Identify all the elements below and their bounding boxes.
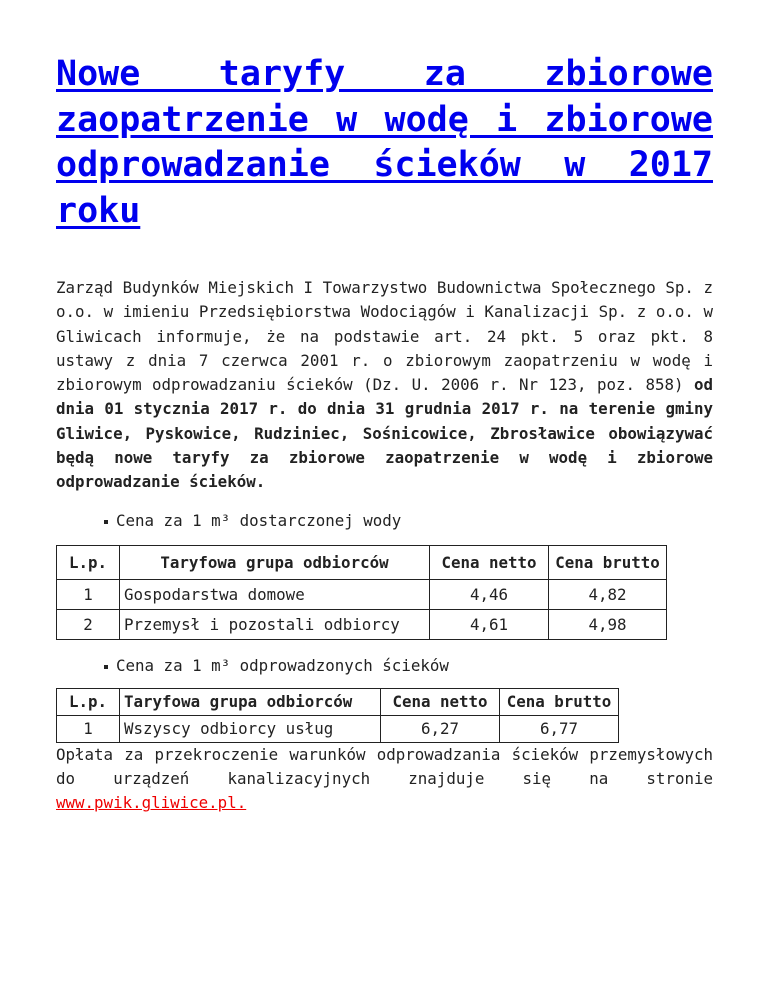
water-bullet: Cena za 1 m³ dostarczonej wody bbox=[102, 509, 713, 533]
water-bullet-list bbox=[102, 509, 713, 533]
cell-gross: 4,98 bbox=[549, 609, 667, 639]
header-gross: Cena brutto bbox=[500, 688, 619, 715]
cell-group: Gospodarstwa domowe bbox=[120, 579, 430, 609]
intro-paragraph bbox=[56, 276, 713, 495]
cell-lp: 1 bbox=[57, 715, 120, 742]
cell-gross: 4,82 bbox=[549, 579, 667, 609]
cell-group: Wszyscy odbiorcy usług bbox=[120, 715, 381, 742]
article-title-link[interactable]: Nowe taryfy za zbiorowe zaopatrzenie w wodę i zbiorowe odprowadzanie ścieków w 2017 roku bbox=[56, 54, 713, 231]
cell-lp: 2 bbox=[57, 609, 120, 639]
outro-text: Opłata za przekroczenie warunków odprowadzania ścieków przemysłowych do urządzeń kanalizacyjnych znajduje się na stronie bbox=[56, 744, 713, 788]
cell-net: 6,27 bbox=[381, 715, 500, 742]
header-net: Cena netto bbox=[430, 545, 549, 579]
header-lp: L.p. bbox=[57, 688, 120, 715]
outro-paragraph bbox=[56, 743, 713, 816]
cell-net: 4,61 bbox=[430, 609, 549, 639]
header-lp: L.p. bbox=[57, 545, 120, 579]
cell-lp: 1 bbox=[57, 579, 120, 609]
intro-bold-text: od dnia 01 stycznia 2017 r. do dnia 31 grudnia 2017 r. na terenie gminy Gliwice, Pyskowice, Rudziniec, Sośnicowice, Zbrosławice obowiązywać będą nowe taryfy za zbiorowe zaopatrzenie w wodę i zbiorowe odprowadzanie ścieków. bbox=[56, 375, 713, 492]
header-group: Taryfowa grupa odbiorców bbox=[120, 545, 430, 579]
header-group: Taryfowa grupa odbiorców bbox=[120, 688, 381, 715]
table-row bbox=[57, 609, 667, 639]
table-header-row bbox=[57, 688, 619, 715]
intro-text: Zarząd Budynków Miejskich I Towarzystwo Budownictwa Społecznego Sp. z o.o. w imieniu Przedsiębiorstwa Wodociągów i Kanalizacji Sp. z o.o. w Gliwicach informuje, że na podstawie art. 24 pkt. 5 oraz pkt. 8 ustawy z dnia 7 czerwca 2001 r. o zbiorowym zaopatrzeniu w wodę i zbiorowym odprowadzaniu ścieków (Dz. U. 2006 r. Nr 123, poz. 858) bbox=[56, 278, 713, 395]
cell-net: 4,46 bbox=[430, 579, 549, 609]
header-gross: Cena brutto bbox=[549, 545, 667, 579]
article-title bbox=[56, 52, 713, 234]
table-header-row bbox=[57, 545, 667, 579]
cell-group: Przemysł i pozostali odbiorcy bbox=[120, 609, 430, 639]
article bbox=[56, 52, 713, 816]
pwik-website-link[interactable]: www.pwik.gliwice.pl. bbox=[56, 793, 247, 813]
sewage-bullet: Cena za 1 m³ odprowadzonych ścieków bbox=[102, 654, 713, 678]
cell-gross: 6,77 bbox=[500, 715, 619, 742]
table-row bbox=[57, 579, 667, 609]
sewage-price-table bbox=[56, 688, 619, 743]
table-row bbox=[57, 715, 619, 742]
water-price-table bbox=[56, 545, 667, 640]
header-net: Cena netto bbox=[381, 688, 500, 715]
sewage-bullet-list bbox=[102, 654, 713, 678]
